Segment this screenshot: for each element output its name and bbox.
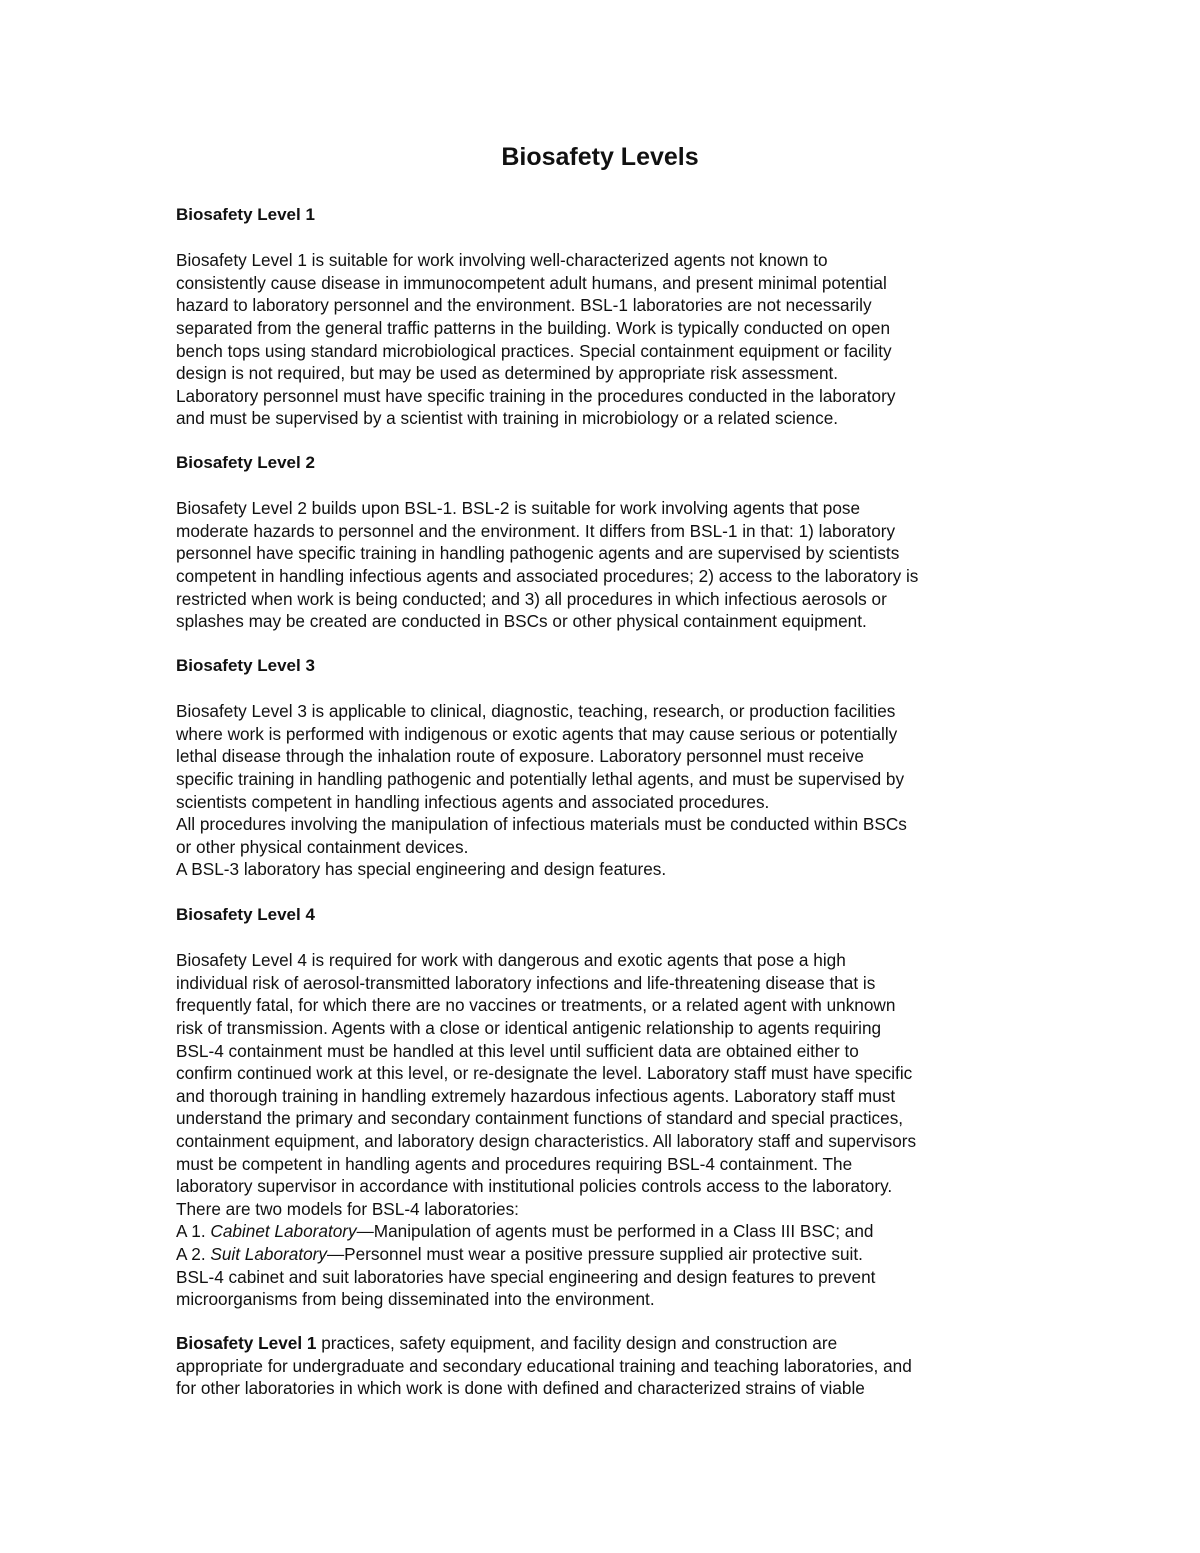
text-line: There are two models for BSL-4 laboratories: <box>176 1198 519 1219</box>
text-line: All procedures involving the manipulation of infectious materials must be conducted within BSCs <box>176 814 907 835</box>
text-line: lethal disease through the inhalation route of exposure. Laboratory personnel must receive <box>176 746 864 767</box>
text-line: Biosafety Level 4 is required for work with dangerous and exotic agents that pose a high <box>176 950 846 971</box>
text-line: design is not required, but may be used as determined by appropriate risk assessment. <box>176 363 839 384</box>
final-paragraph <box>176 1332 1036 1400</box>
text-line: for other laboratories in which work is done with defined and characterized strains of viable <box>176 1378 865 1399</box>
text-line: personnel have specific training in handling pathogenic agents and are supervised by scientists <box>176 543 900 564</box>
section-heading: Biosafety Level 4 <box>176 905 315 924</box>
text-line: hazard to laboratory personnel and the environment. BSL-1 laboratories are not necessarily <box>176 295 872 316</box>
model-prefix: A 1. <box>176 1221 211 1242</box>
text-line: containment equipment, and laboratory design characteristics. All laboratory staff and supervisors <box>176 1130 917 1151</box>
document-title: Biosafety Levels <box>501 143 699 171</box>
section-body <box>176 497 1036 633</box>
text-line: frequently fatal, for which there are no vaccines or treatments, or a related agent with unknown <box>176 995 896 1016</box>
text-line: or other physical containment devices. <box>176 836 469 857</box>
text-line: microorganisms from being disseminated into the environment. <box>176 1289 655 1310</box>
text-line: must be competent in handling agents and procedures requiring BSL-4 containment. The <box>176 1153 853 1174</box>
text-line: BSL-4 containment must be handled at this level until sufficient data are obtained either to <box>176 1040 859 1061</box>
section-bsl-1 <box>176 204 1036 430</box>
section-heading: Biosafety Level 3 <box>176 656 315 675</box>
text-line: splashes may be created are conducted in BSCs or other physical containment equipment. <box>176 611 867 632</box>
text-line: restricted when work is being conducted; and 3) all procedures in which infectious aerosols or <box>176 588 887 609</box>
text-line <box>176 1332 1036 1355</box>
text-line: consistently cause disease in immunocompetent adult humans, and present minimal potential <box>176 272 887 293</box>
text-line: Biosafety Level 3 is applicable to clinical, diagnostic, teaching, research, or production facilities <box>176 701 896 722</box>
text-line: risk of transmission. Agents with a close or identical antigenic relationship to agents requiring <box>176 1017 882 1038</box>
text-line: Biosafety Level 1 is suitable for work involving well-characterized agents not known to <box>176 250 828 271</box>
section-body <box>176 949 1036 1311</box>
section-body <box>176 700 1036 881</box>
section-heading: Biosafety Level 2 <box>176 453 315 472</box>
text-line: laboratory supervisor in accordance with institutional policies controls access to the laboratory. <box>176 1176 893 1197</box>
text-line: individual risk of aerosol-transmitted laboratory infections and life-threatening disease that is <box>176 972 876 993</box>
model-text: —Manipulation of agents must be performed in a Class III BSC; and <box>356 1221 874 1242</box>
text-line: appropriate for undergraduate and secondary educational training and teaching laboratories, and <box>176 1355 912 1376</box>
text-line: where work is performed with indigenous or exotic agents that may cause serious or potentially <box>176 723 898 744</box>
text-line: BSL-4 cabinet and suit laboratories have special engineering and design features to prevent <box>176 1266 876 1287</box>
text-line: Laboratory personnel must have specific training in the procedures conducted in the laboratory <box>176 385 896 406</box>
text-line: and thorough training in handling extremely hazardous infectious agents. Laboratory staff must <box>176 1085 896 1106</box>
section-heading: Biosafety Level 1 <box>176 205 315 224</box>
text-line: scientists competent in handling infectious agents and associated procedures. <box>176 791 770 812</box>
text-line: A BSL-3 laboratory has special engineering and design features. <box>176 859 667 880</box>
text-line: separated from the general traffic patterns in the building. Work is typically conducted on open <box>176 317 891 338</box>
text-line: specific training in handling pathogenic and potentially lethal agents, and must be supervised by <box>176 768 905 789</box>
section-bsl-3 <box>176 655 1036 881</box>
text-line: Biosafety Level 2 builds upon BSL-1. BSL-2 is suitable for work involving agents that pose <box>176 498 861 519</box>
text-line: and must be supervised by a scientist with training in microbiology or a related science. <box>176 408 839 429</box>
text-line: understand the primary and secondary containment functions of standard and special practices, <box>176 1108 904 1129</box>
model-item-suit <box>176 1243 1036 1266</box>
section-body <box>176 249 1036 430</box>
model-term: Suit Laboratory <box>210 1243 327 1264</box>
model-text: —Personnel must wear a positive pressure supplied air protective suit. <box>326 1243 863 1264</box>
model-prefix: A 2. <box>176 1243 211 1264</box>
section-bsl-4 <box>176 904 1036 1311</box>
paragraph-lead: Biosafety Level 1 <box>176 1333 317 1353</box>
section-bsl-2 <box>176 452 1036 633</box>
text-line: moderate hazards to personnel and the environment. It differs from BSL-1 in that: 1) laboratory <box>176 520 896 541</box>
text-line: confirm continued work at this level, or re-designate the level. Laboratory staff must have specific <box>176 1063 913 1084</box>
text-line: competent in handling infectious agents and associated procedures; 2) access to the laboratory is <box>176 565 919 586</box>
paragraph-text: practices, safety equipment, and facility design and construction are <box>316 1333 838 1353</box>
model-item-cabinet <box>176 1220 1036 1243</box>
model-term: Cabinet Laboratory <box>210 1221 357 1242</box>
text-line: bench tops using standard microbiological practices. Special containment equipment or facility <box>176 340 892 361</box>
